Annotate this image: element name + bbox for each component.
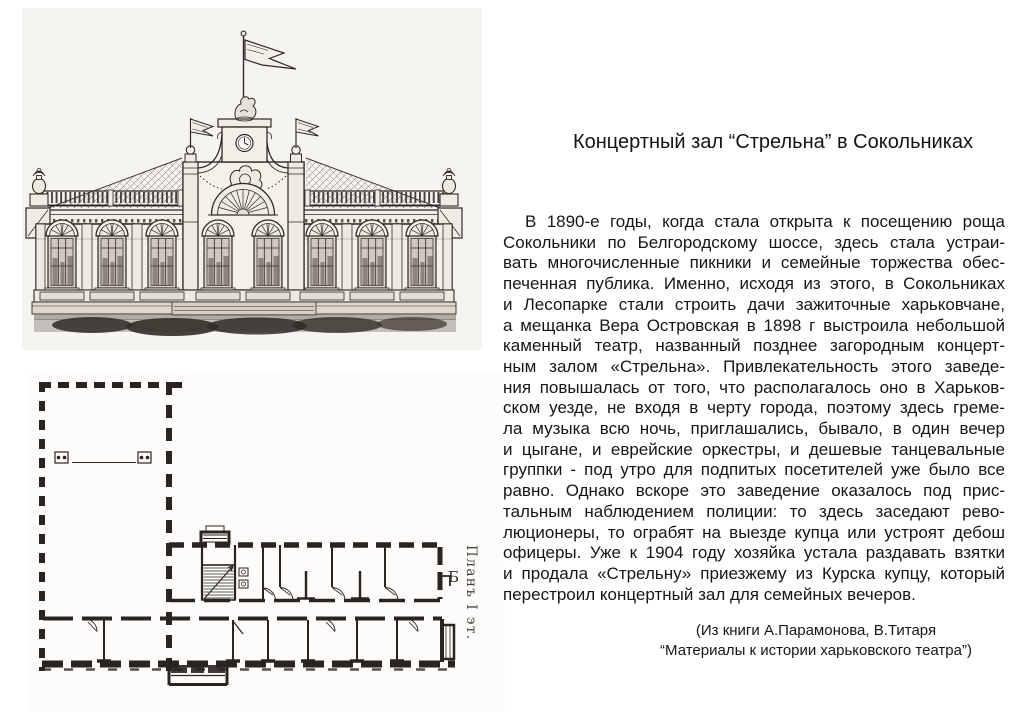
text-line: печенная публика. Именно, исходя из этого, в Сокольниках — [503, 274, 1005, 294]
text-line: и продала «Стрельну» приезжему из Курска купцу, который — [503, 563, 1005, 583]
text-line: ском уезде, не входя в черту города, поэтому здесь греме- — [503, 398, 1005, 418]
text-line: каменный театр, названный позднее загородным концерт- — [503, 336, 1005, 356]
text-line: люционеры, то ограбят на выезде купца или устроят дебош — [503, 522, 1005, 542]
text-line: вать многочисленные пикники и семейные торжества обес- — [503, 253, 1005, 273]
floor-plan-vertical-label: Планъ I эт. — [463, 545, 479, 641]
citation-line: “Материалы к истории харьковского театра”) — [660, 642, 972, 659]
text-line: перестроил концертный зал для семейных вечеров. — [503, 584, 916, 604]
text-line: офицеры. Уже к 1904 году хозяйка устала раздавать взятки — [503, 543, 1005, 563]
text-line: Сокольники по Белгородскому шоссе, здесь стала устраи- — [503, 232, 1005, 252]
porch-steps — [171, 665, 225, 673]
floor-plan-drawing — [30, 372, 505, 712]
flagpole-finial — [241, 31, 246, 36]
page-title: Концертный зал “Стрельна” в Сокольниках — [572, 131, 974, 153]
text-line: ния повышалась от того, что располагалось оно в Харьков- — [503, 377, 1005, 397]
facade-base — [32, 290, 456, 315]
text-line: а мещанка Вера Островская в 1898 г выстроила небольшой — [503, 315, 1005, 335]
floor-plan-section-label: Б — [448, 568, 460, 586]
text-line: равно. Однако вскоре это заведение оказалось под прис- — [503, 481, 1005, 501]
text-line: группки - под утро для подпитых посетителей уже было все — [503, 460, 1005, 480]
clock — [236, 135, 253, 152]
text-line: В 1890-е годы, когда стала открыта к посещению роща — [525, 212, 1005, 231]
facade-drawing — [22, 8, 482, 350]
article-text — [503, 212, 1005, 605]
entrance-steps — [172, 302, 316, 315]
text-line: ла музыка всю ночь, приглашались, бывало, в один вечер — [503, 419, 1005, 439]
text-line: ным залом «Стрельна». Привлекательность этого заведе- — [503, 356, 1005, 376]
citation — [616, 621, 1016, 661]
text-line: тальным наблюдением полиции: то здесь заседают рево- — [503, 501, 1005, 521]
citation-line: (Из книги А.Парамонова, В.Титаря — [695, 622, 937, 639]
text-line: и Лесопарке стали строить дачи зажиточные харьковчане, — [503, 294, 1005, 314]
text-line: и цыгане, и еврейские оркестры, и дешевые танцевальные — [503, 439, 1005, 459]
